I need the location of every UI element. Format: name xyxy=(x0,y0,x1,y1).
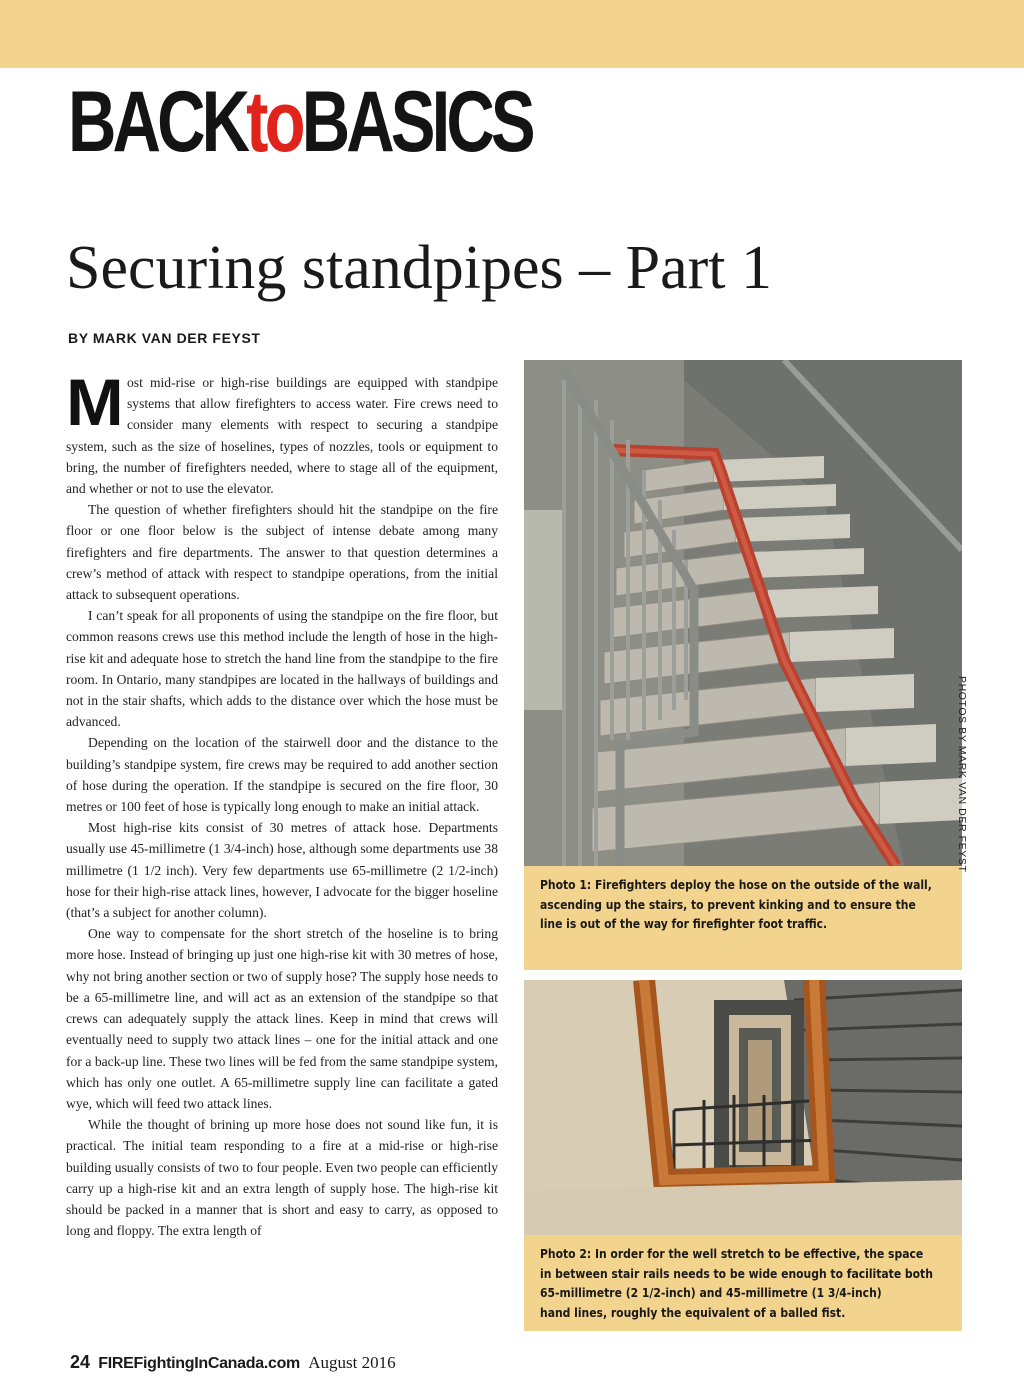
article-paragraph: Depending on the location of the stairwell door and the distance to the building’s standpipe system, fire crews may be required to add another section of hose during the operation. If the standpipe is secured on the fire floor, 30 metres or 100 feet of hose is typically long enough to make an initial attack. xyxy=(66,735,498,815)
caption-line: Photo 1: Firefighters deploy the hose on the outside of the wall, xyxy=(540,878,932,892)
photo-stairwell-well xyxy=(524,980,962,1235)
caption-line: line is out of the way for firefighter foot traffic. xyxy=(540,917,828,931)
section-header-to: to xyxy=(246,74,302,170)
drop-cap: M xyxy=(66,372,124,439)
section-header-basics: BASICS xyxy=(301,74,532,170)
top-color-band xyxy=(0,0,1024,68)
section-header xyxy=(68,76,532,168)
page-number: 24 xyxy=(70,1352,91,1372)
photo-1-caption xyxy=(524,866,962,970)
caption-line: 65-millimetre (2 1/2-inch) and 45-millimetre (1 3/4-inch) xyxy=(540,1286,882,1300)
page-footer xyxy=(70,1352,396,1373)
photo-2-caption xyxy=(524,1235,962,1331)
article-body xyxy=(66,372,498,1334)
website-link[interactable]: FIREFightingInCanada.com xyxy=(98,1355,300,1372)
photo-stairwell-hose xyxy=(524,360,962,866)
article-paragraph: The question of whether firefighters should hit the standpipe on the fire floor or one floor below is the subject of intense debate among many firefighters and fire departments. The answer to that question determines a crew’s method of attack with respect to standpipe operations, from the initial attack to subsequent operations. xyxy=(66,502,498,603)
byline: BY MARK VAN DER FEYST xyxy=(68,330,261,346)
caption-line: Photo 2: In order for the well stretch to be effective, the space xyxy=(540,1247,924,1261)
article-paragraph: One way to compensate for the short stretch of the hoseline is to bring more hose. Instead of bringing up just one high-rise kit with 30 metres of hose, why not bring another section or two of supply hose? The supply hose needs to be a 65-millimetre line, and will act as an extension of the standpipe so that crews can adequately supply the attack lines. Keep in mind that crews will eventually need to supply two attack lines – one for the initial attack and one for a back-up line. These two lines will be fed from the same standpipe system, which has only one outlet. A 65-millimetre supply line can facilitate a gated wye, which will feed two attack lines. xyxy=(66,926,498,1111)
caption-line: ascending up the stairs, to prevent kinking and to ensure the xyxy=(540,897,916,912)
photo-credit: PHOTOS BY MARK VAN DER FEYST xyxy=(956,676,968,873)
article-paragraph: Most mid-rise or high-rise buildings are equipped with standpipe systems that allow firefighters to access water. Fire crews need to consider many elements with respect to securing a standpipe system, such as the size of hoselines, types of nozzles, tools or equipment to bring, the number of firefighters needed, where to stage all of the equipment, and whether or not to use the elevator. xyxy=(66,372,498,497)
section-header-back: BACK xyxy=(68,74,247,170)
stairwell-hose-illustration xyxy=(524,360,962,866)
caption-line: hand lines, roughly the equivalent of a balled fist. xyxy=(540,1305,846,1320)
stairwell-well-illustration xyxy=(524,980,962,1235)
issue-date: August 2016 xyxy=(308,1353,396,1372)
article-paragraph: I can’t speak for all proponents of using the standpipe on the fire floor, but common reasons crews use this method include the length of hose in the high-rise kit and adequate hose to stretch the hand line from the standpipe to the fire room. In Ontario, many standpipes are located in the hallways of buildings and not in the stair shafts, which adds to the distance over which the hose must be advanced. xyxy=(66,608,498,730)
article-paragraph: While the thought of brining up more hose does not sound like fun, it is practical. The initial team responding to a fire at a mid-rise or high-rise building usually consists of two to four people. Even two people can efficiently carry up a high-rise kit and an extra length of supply hose. The high-rise kit should be packed in a manner that is short and easy to carry, as opposed to long and floppy. The extra length of xyxy=(66,1117,498,1239)
article-title: Securing standpipes – Part 1 xyxy=(66,234,773,302)
caption-line: in between stair rails needs to be wide enough to facilitate both xyxy=(540,1266,933,1281)
article-paragraph: Most high-rise kits consist of 30 metres of attack hose. Departments usually use 45-millimetre (1 3/4-inch) hose, although some departments use 38 millimetre (1 1/2 inch). Very few departments use 65-millimetre (2 1/2-inch) hose for their high-rise attack lines, however, I advocate for the bigger hoseline (that’s a subject for another column). xyxy=(66,820,498,921)
